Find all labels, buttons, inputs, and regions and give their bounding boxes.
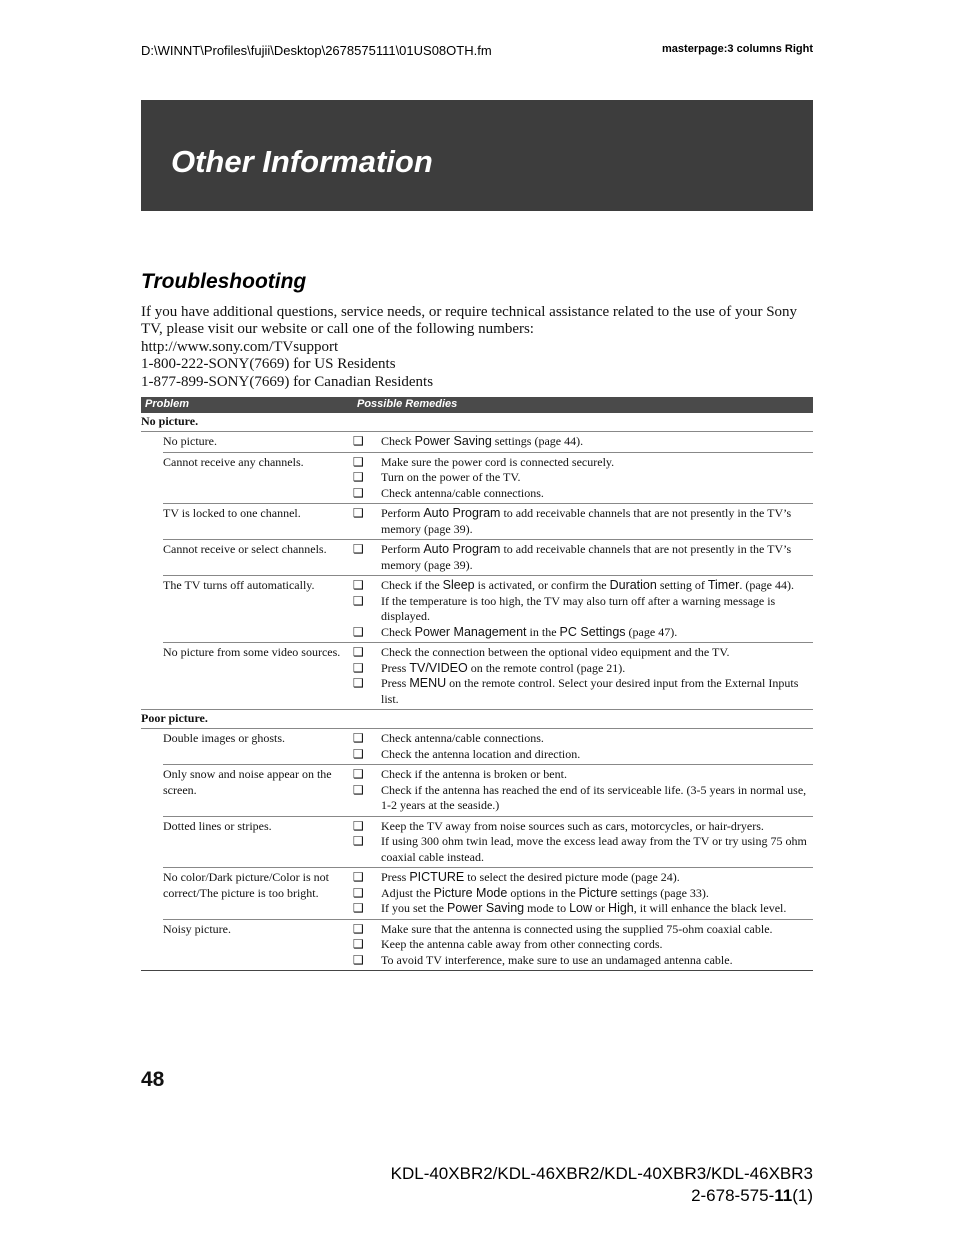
remedies-cell [353,819,813,866]
remedy-item [353,922,813,938]
menu-term: Sleep [442,578,475,592]
remedy-text-segment: If using 300 ohm twin lead, move the excess lead away from the TV or try using 75 ohm coaxial cable instead. [381,834,807,864]
remedy-text-segment: is activated, or confirm the [474,578,610,592]
remedy-text-segment: Press [381,870,410,884]
remedy-text-segment: . (page 44). [739,578,794,592]
remedy-text-segment: To avoid TV interference, make sure to use an undamaged antenna cable. [381,952,733,967]
problem-cell: No picture. [163,434,217,448]
remedies-cell [353,922,813,969]
remedy-item [353,486,813,502]
checkbox-icon: ❑ [353,901,364,915]
problem-cell: Cannot receive or select channels. [163,542,327,556]
table-row [163,817,813,869]
problem-cell: TV is locked to one channel. [163,506,301,520]
remedy-text [381,661,813,677]
remedy-item [353,937,813,953]
page-number: 48 [141,1068,165,1091]
remedy-text-segment: Press [381,660,410,675]
model-numbers: KDL-40XBR2/KDL-46XBR2/KDL-40XBR3/KDL-46XBR3 [390,1164,813,1183]
remedy-item [353,819,813,835]
remedy-text-segment: Keep the antenna cable away from other connecting cords. [381,937,663,951]
remedy-item [353,953,813,969]
remedy-text [381,747,813,763]
support-url: http://www.sony.com/TVsupport [141,338,339,355]
remedy-item [353,578,813,594]
remedies-cell [353,870,813,917]
remedy-item [353,470,813,486]
footer [391,1163,813,1207]
remedy-text [381,819,813,835]
table-row [163,576,813,643]
checkbox-icon: ❑ [353,782,364,797]
remedy-text-segment: settings (page 33). [617,885,709,900]
remedy-item [353,661,813,677]
checkbox-icon: ❑ [353,485,364,500]
chapter-banner [141,100,813,211]
remedies-cell [353,731,813,762]
remedy-text [381,870,813,886]
remedy-text-segment: settings (page 44). [491,434,584,448]
remedy-text-segment: setting of [656,578,708,592]
problem-column-header: Problem [145,398,190,410]
table-row [163,729,813,765]
remedy-text-segment: , it will enhance the black level. [633,901,787,915]
remedies-column-header: Possible Remedies [357,398,458,410]
remedy-item [353,767,813,783]
checkbox-icon: ❑ [353,660,364,675]
remedy-text [381,645,813,661]
menu-term: Power Saving [414,434,492,448]
masterpage-header: masterpage:3 columns Right [662,43,813,55]
remedy-text-segment: Check if the [381,578,443,592]
remedy-text [381,731,813,747]
remedy-text-segment: Check if the antenna is broken or bent. [381,767,567,781]
menu-term: PICTURE [409,870,465,884]
menu-term: PC Settings [559,624,626,639]
remedy-text [381,886,813,902]
remedy-item [353,870,813,886]
remedy-text-segment: Check [381,434,415,448]
table-row [163,765,813,817]
remedy-text-segment: (page 47). [625,624,678,639]
checkbox-icon: ❑ [353,506,364,520]
remedy-text [381,767,813,783]
intro-text [141,304,813,391]
file-path-header: D:\WINNT\Profiles\fujii\Desktop\2678575111\01US08OTH.fm [141,43,492,58]
remedy-text-segment: Check if the antenna has reached the end of its serviceable life. (3-5 years in normal use, 1-2 years at the seaside.) [381,782,807,812]
remedy-text [381,434,813,450]
code-bold: 11 [774,1186,793,1205]
remedy-text-segment: Check antenna/cable connections. [381,485,544,500]
remedy-text [381,783,813,814]
remedy-text-segment: Check antenna/cable connections. [381,731,544,745]
remedy-text-segment: Check the connection between the optional video equipment and the TV. [381,645,730,659]
us-phone: 1-800-222-SONY(7669) for US Residents [141,356,396,373]
remedy-text [381,506,813,537]
remedy-text-segment: to add receivable channels that are not presently in the TV’s memory (page 39). [381,542,792,572]
remedy-item [353,542,813,573]
checkbox-icon: ❑ [353,593,364,608]
remedy-text-segment: If you set the [381,901,447,915]
remedy-item [353,625,813,641]
remedy-text [381,937,813,953]
remedy-text-segment: on the remote control (page 21). [467,660,626,675]
remedy-text-segment: Make sure that the antenna is connected using the supplied 75-ohm coaxial cable. [381,921,773,936]
table-row [163,868,813,920]
remedy-text-segment: Perform [381,506,424,520]
checkbox-icon: ❑ [353,921,364,936]
remedy-text [381,953,813,969]
remedy-text [381,834,813,865]
remedy-text-segment: Adjust the [381,885,434,900]
checkbox-icon: ❑ [353,834,364,848]
table-row [163,453,813,505]
remedy-text [381,922,813,938]
remedy-text [381,901,813,917]
remedies-cell [353,767,813,814]
remedy-item [353,747,813,763]
remedy-text-segment: on the remote control. Select your desired input from the External Inputs list. [381,676,799,706]
remedy-text-segment: If the temperature is too high, the TV may also turn off after a warning message is displayed. [381,593,776,623]
remedy-text [381,470,813,486]
problem-cell: Dotted lines or stripes. [163,818,272,833]
checkbox-icon: ❑ [353,731,364,745]
intro-paragraph: If you have additional questions, service needs, or require technical assistance related to the use of your Sony TV, please visit our website or call one of the following numbers: [141,304,798,338]
menu-term: Picture [578,885,618,900]
remedy-text [381,486,813,502]
section-title: Troubleshooting [141,270,307,293]
menu-term: High [608,901,634,915]
menu-term: Power Management [414,624,527,639]
table-body [141,413,813,971]
table-row [163,504,813,540]
problem-cell: No picture from some video sources. [163,645,341,659]
checkbox-icon: ❑ [353,578,364,592]
checkbox-icon: ❑ [353,885,364,900]
chapter-title: Other Information [171,144,433,179]
remedies-cell [353,455,813,502]
checkbox-icon: ❑ [353,937,364,951]
remedy-text-segment: Check the antenna location and direction. [381,746,581,761]
checkbox-icon: ❑ [353,870,364,884]
remedy-item [353,783,813,814]
remedies-cell [353,578,813,640]
table-row [163,540,813,576]
remedy-text-segment: Keep the TV away from noise sources such as cars, motorcycles, or hair-dryers. [381,818,764,833]
checkbox-icon: ❑ [353,645,364,659]
code-suffix: (1) [792,1186,813,1205]
problem-cell: The TV turns off automatically. [163,578,315,592]
document-code [391,1185,813,1207]
checkbox-icon: ❑ [353,434,364,448]
remedy-text-segment: Press [381,676,410,690]
remedy-item [353,594,813,625]
menu-term: Picture Mode [433,885,508,900]
checkbox-icon: ❑ [353,470,364,484]
remedy-text-segment: mode to [524,901,570,915]
menu-term: TV/VIDEO [409,660,468,675]
remedies-cell [353,434,813,450]
remedy-text-segment: Make sure the power cord is connected securely. [381,454,615,469]
remedy-text-segment: or [592,901,609,915]
troubleshooting-table [141,397,813,971]
checkbox-icon: ❑ [353,746,364,761]
remedy-item [353,455,813,471]
menu-term: Auto Program [423,542,501,556]
remedy-text-segment: options in the [507,885,579,900]
menu-term: Auto Program [423,506,501,520]
remedy-text-segment: Perform [381,542,424,556]
checkbox-icon: ❑ [353,542,364,556]
checkbox-icon: ❑ [353,818,364,833]
checkbox-icon: ❑ [353,767,364,781]
problem-cell: No color/Dark picture/Color is not correct/The picture is too bright. [163,870,329,900]
remedy-text-segment: to add receivable channels that are not presently in the TV’s memory (page 39). [381,506,792,536]
remedy-item [353,434,813,450]
remedy-item [353,731,813,747]
remedy-item [353,834,813,865]
remedy-item [353,645,813,661]
menu-term: MENU [409,676,447,690]
remedies-cell [353,645,813,707]
remedy-text [381,455,813,471]
category-heading: Poor picture. [141,710,813,729]
remedy-text-segment: in the [526,624,560,639]
table-header [141,397,813,413]
remedy-text [381,676,813,707]
remedy-text-segment: Turn on the power of the TV. [381,470,521,484]
menu-term: Timer [707,578,740,592]
problem-cell: Double images or ghosts. [163,731,285,745]
checkbox-icon: ❑ [353,676,364,690]
problem-cell: Only snow and noise appear on the screen. [163,767,332,797]
remedy-text [381,625,813,641]
remedy-text-segment: Check [381,624,415,639]
table-row [141,920,813,972]
category-heading: No picture. [141,413,813,432]
checkbox-icon: ❑ [353,454,364,469]
menu-term: Duration [609,578,657,592]
remedy-item [353,676,813,707]
remedy-text [381,594,813,625]
remedy-item [353,506,813,537]
checkbox-icon: ❑ [353,952,364,967]
canada-phone: 1-877-899-SONY(7669) for Canadian Residents [141,373,434,390]
remedy-text [381,542,813,573]
remedies-cell [353,506,813,537]
menu-term: Low [569,901,593,915]
checkbox-icon: ❑ [353,624,364,639]
remedy-item [353,901,813,917]
table-row [163,432,813,453]
remedy-text-segment: to select the desired picture mode (page 24). [464,870,680,884]
code-prefix: 2-678-575- [691,1186,775,1205]
table-row [141,643,813,710]
problem-cell: Noisy picture. [163,921,231,936]
remedies-cell [353,542,813,573]
remedy-item [353,886,813,902]
remedy-text [381,578,813,594]
problem-cell: Cannot receive any channels. [163,454,304,469]
menu-term: Power Saving [446,901,525,915]
